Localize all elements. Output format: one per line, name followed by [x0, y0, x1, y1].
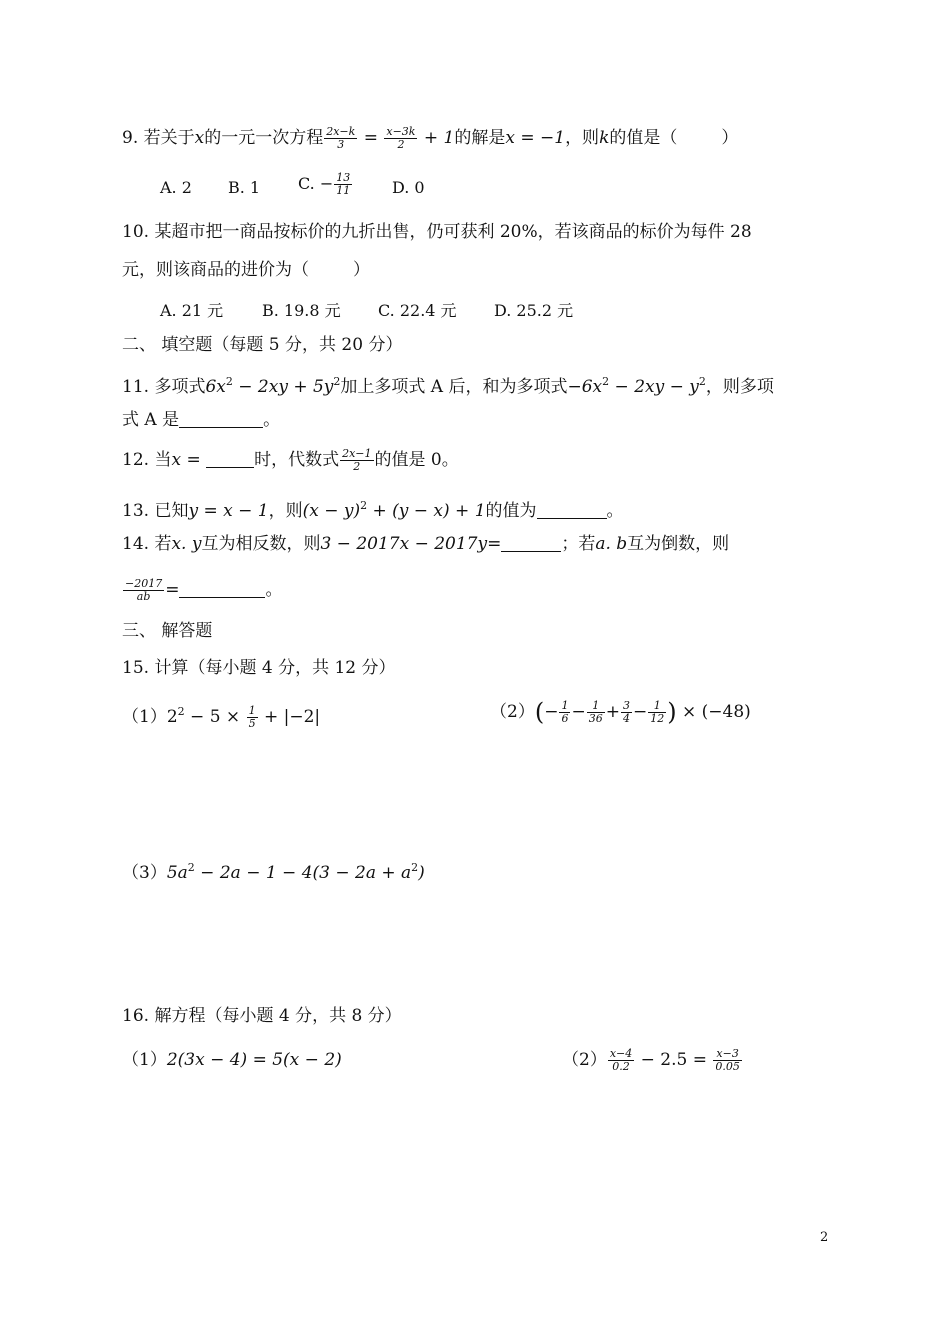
q10-option-b: B. 19.8 元	[262, 301, 341, 320]
q9-number: 9.	[122, 128, 139, 148]
question-14-line1: 14. 若x. y互为相反数，则3 − 2017x − 2017y= ；若a. b互为倒数，则	[122, 534, 730, 554]
q15-part2: （2）(− $\frac{1}{6}$ − $\frac{1}{36}$ + $\frac{3}{4}$ − $\frac{1}{12}$ ) × (−48)	[490, 698, 751, 726]
question-11-line2: 式 A 是 。	[122, 410, 281, 430]
q9-option-a: A. 2	[160, 178, 192, 197]
fraction: $\frac{1}{5}$	[248, 704, 256, 730]
question-12: 12. 当x = 时，代数式 $\frac{2x-1}{2}$ 的值是 0。	[122, 447, 459, 473]
fraction: $\frac{1}{36}$	[588, 699, 603, 725]
question-15-title: 15. 计算（每小题 4 分，共 12 分）	[122, 658, 396, 678]
answer-blank[interactable]	[537, 500, 607, 519]
q9-text: 若关于	[143, 128, 195, 148]
answer-blank[interactable]	[179, 409, 263, 428]
answer-blank[interactable]	[501, 533, 561, 552]
q10-option-c: C. 22.4 元	[378, 301, 457, 320]
answer-blank[interactable]	[179, 579, 265, 598]
question-10-line2: 元，则该商品的进价为（ ）	[122, 260, 370, 280]
section-3-heading: 三、 解答题	[122, 621, 213, 641]
question-11-line1: 11. 多项式$6x^2 - 2xy + 5y^2$加上多项式 A 后，和为多项式$-6x^2 - 2xy - y^2$，则多项	[122, 375, 774, 397]
question-9: 9. 若关于x的一元一次方程 $\frac{2x-k}{3}$ = $\frac{x-3k}{2}$ + 1的解是x = −1，则k的值是（ ）	[122, 125, 739, 151]
q9-option-c: C. − $\frac{13}{11}$	[298, 171, 351, 197]
q10-option-a: A. 21 元	[160, 301, 224, 320]
question-10-line1: 10. 某超市把一商品按标价的九折出售，仍可获利 20%，若该商品的标价为每件 28	[122, 222, 752, 242]
q10-option-d: D. 25.2 元	[494, 301, 574, 320]
fraction: $\frac{2x-k}{3}$	[326, 125, 356, 151]
fraction: $\frac{x-3}{0.05}$	[715, 1047, 740, 1073]
fraction: $\frac{13}{11}$	[336, 171, 351, 197]
q9-option-d: D. 0	[392, 178, 425, 197]
q16-part1: （1）2(3x − 4) = 5(x − 2)	[122, 1050, 342, 1070]
question-14-line2: $\frac{-2017}{ab}$ = 。	[125, 577, 283, 603]
question-16-title: 16. 解方程（每小题 4 分，共 8 分）	[122, 1006, 402, 1026]
q15-part1: $(1)2^2 - 5$ × $\frac{1}{5}$ + |−2|	[122, 704, 321, 730]
q16-part2: （2） $\frac{x-4}{0.2}$ − 2.5 = $\frac{x-3}{0.05}$	[562, 1047, 740, 1073]
answer-blank[interactable]	[206, 449, 254, 468]
section-2-heading: 二、 填空题（每题 5 分，共 20 分）	[122, 335, 403, 355]
fraction: $\frac{x-4}{0.2}$	[609, 1047, 633, 1073]
fraction: $\frac{2x-1}{2}$	[342, 447, 372, 473]
question-13: 13. 已知y = x − 1，则$(x - y)^2 + (y - x) + 1$的值为 。	[122, 499, 624, 521]
page-number: 2	[820, 1230, 829, 1245]
q9-option-b: B. 1	[228, 178, 261, 197]
fraction: $\frac{x-3k}{2}$	[386, 125, 416, 151]
fraction: $\frac{1}{6}$	[561, 699, 569, 725]
q15-part3: $(3)5a^2 - 2a - 1 - 4(3 - 2a + a^2)$	[122, 861, 425, 883]
fraction: $\frac{-2017}{ab}$	[125, 577, 163, 603]
fraction: $\frac{1}{12}$	[650, 699, 665, 725]
fraction: $\frac{3}{4}$	[622, 699, 630, 725]
